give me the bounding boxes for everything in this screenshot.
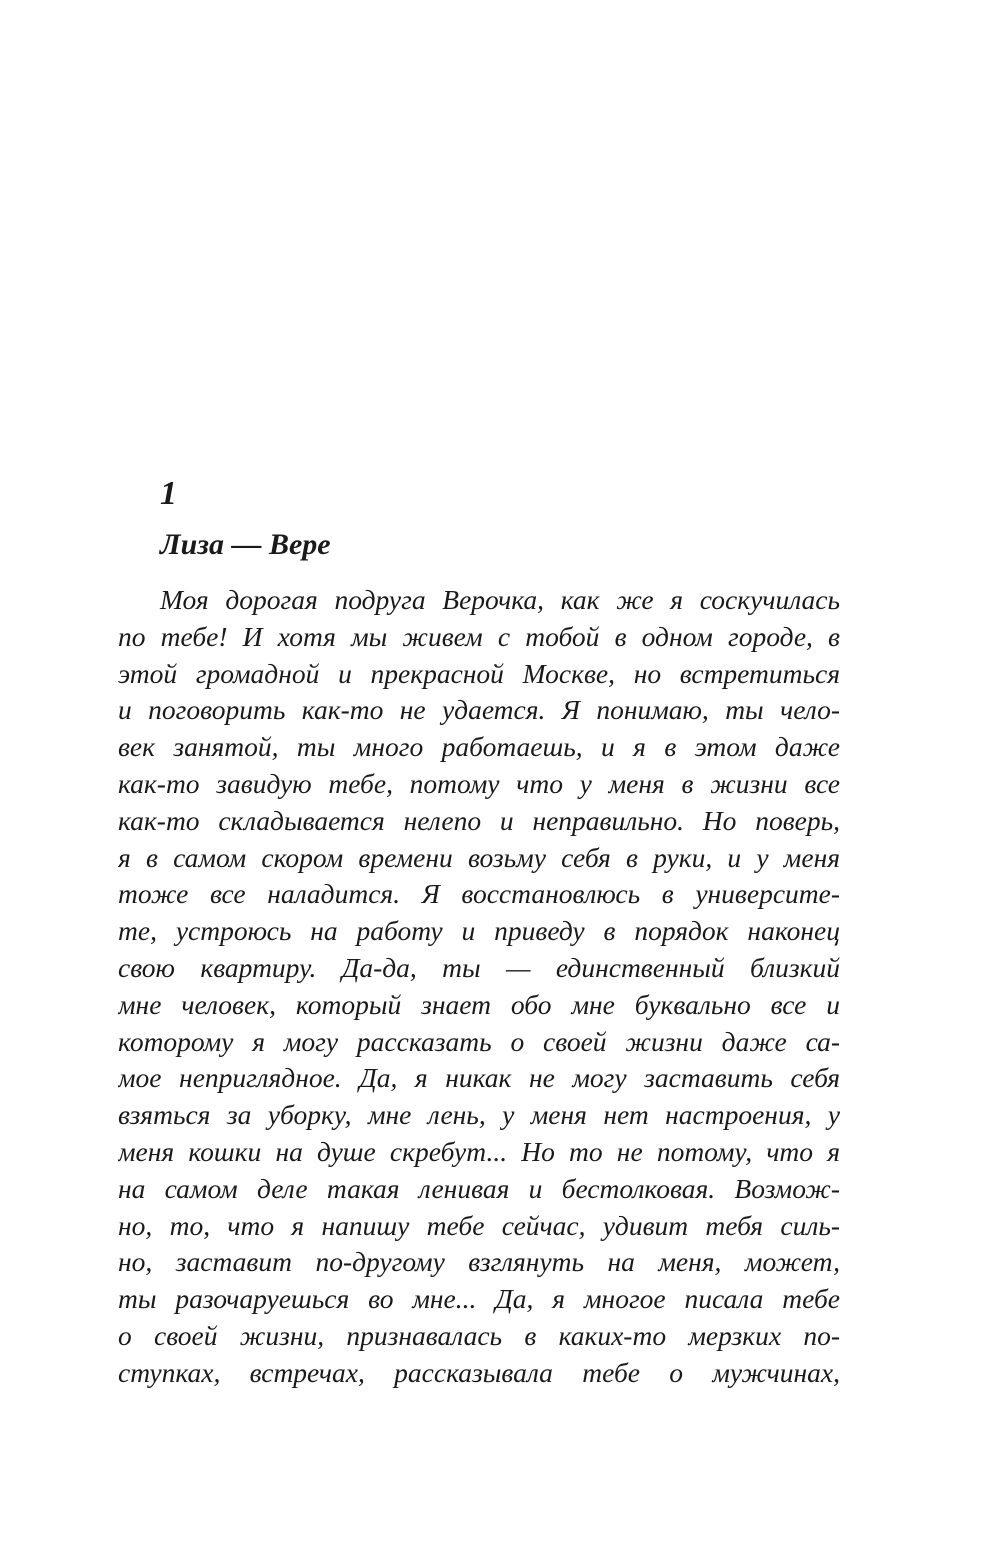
text-line: те, устроюсь на работу и приведу в порядок наконец (118, 915, 840, 947)
text-line: но, то, что я напишу тебе сейчас, удивит тебя силь- (118, 1209, 840, 1241)
text-line: на самом деле такая ленивая и бестолковая. Возмож- (118, 1172, 840, 1204)
text-line: мне человек, который знает обо мне буквально все и (118, 988, 840, 1020)
letter-body (118, 582, 840, 1392)
text-line: меня кошки на душе скребут... Но то не потому, что я (118, 1135, 840, 1167)
text-line: как-то складывается нелепо и неправильно. Но поверь, (118, 804, 840, 836)
text-line: по тебе! И хотя мы живем с тобой в одном городе, в (118, 620, 840, 652)
text-line: мое неприглядное. Да, я никак не могу заставить себя (118, 1062, 840, 1094)
text-line: век занятой, ты много работаешь, и я в этом даже (118, 731, 840, 763)
text-line: тоже все наладится. Я восстановлюсь в университе- (118, 878, 840, 910)
text-line: Моя дорогая подруга Верочка, как же я соскучилась (160, 584, 840, 615)
text-line: и поговорить как-то не удается. Я понимаю, ты чело- (118, 694, 840, 726)
text-line: я в самом скором времени возьму себя в руки, и у меня (118, 841, 840, 873)
text-line: этой громадной и прекрасной Москве, но встретиться (118, 657, 840, 689)
text-line: о своей жизни, признавалась в каких-то мерзких по- (118, 1319, 840, 1351)
chapter-number: 1 (160, 475, 177, 512)
text-line: ты разочаруешься во мне... Да, я многое писала тебе (118, 1283, 840, 1315)
text-line: свою квартиру. Да-да, ты — единственный близкий (118, 951, 840, 983)
chapter-subtitle: Лиза — Вере (160, 528, 331, 561)
text-line: которому я могу рассказать о своей жизни даже са- (118, 1025, 840, 1057)
text-line: как-то завидую тебе, потому что у меня в жизни все (118, 767, 840, 799)
text-line: ступках, встречах, рассказывала тебе о мужчинах, (118, 1356, 840, 1388)
text-line: взяться за уборку, мне лень, у меня нет настроения, у (118, 1099, 840, 1131)
text-line: но, заставит по-другому взглянуть на меня, может, (118, 1246, 840, 1278)
